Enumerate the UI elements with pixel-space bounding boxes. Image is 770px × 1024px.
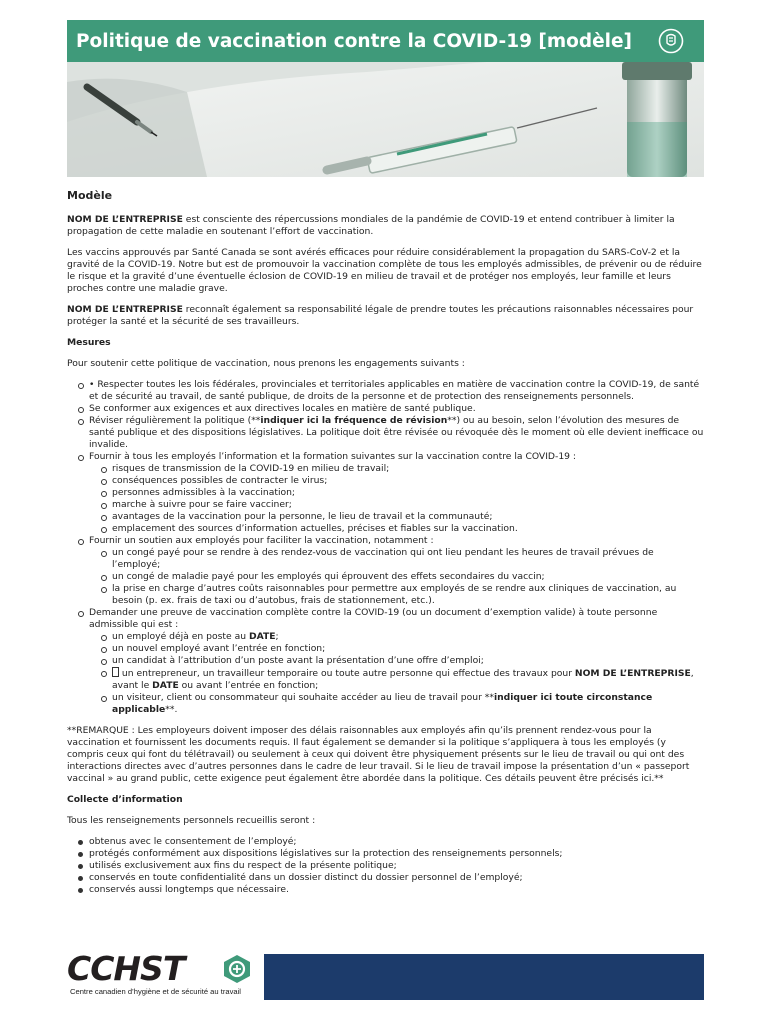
list-item-text: Demander une preuve de vaccination complète contre la COVID-19 (ou un document d’exemption valide) à toute personne admissible qui est : (89, 607, 658, 630)
list-item-text: Fournir à tous les employés l’information et la formation suivantes sur la vaccination contre la COVID-19 : (89, 451, 577, 462)
page-title: Politique de vaccination contre la COVID-19 [modèle] (76, 30, 632, 52)
list-item: obtenus avec le consentement de l’employé; (89, 836, 704, 848)
revision-frequency-placeholder: indiquer ici la fréquence de révision (260, 415, 448, 426)
list-item (89, 607, 704, 716)
responsibility-paragraph (67, 304, 704, 328)
list-item (112, 692, 704, 716)
list-item: un candidat à l’attribution d’un poste avant la présentation d’une offre d’emploi; (112, 655, 704, 667)
list-item: un congé de maladie payé pour les employés qui éprouvent des effets secondaires du vaccin; (112, 571, 704, 583)
list-item: risques de transmission de la COVID-19 en milieu de travail; (112, 463, 704, 475)
list-item: la prise en charge d’autres coûts raisonnables pour permettre aux employés de se rendre aux cliniques de vaccination, au besoin (p. ex. frais de taxi ou d’autobus, frais de stationnement, etc.). (112, 583, 704, 607)
list-item-text: , avant le (112, 668, 694, 691)
intro-paragraph (67, 214, 704, 238)
date-placeholder: DATE (152, 680, 179, 691)
company-placeholder: NOM DE L’ENTREPRISE (574, 668, 691, 679)
list-item: conservés en toute confidentialité dans un dossier distinct du dossier personnel de l’employé; (89, 872, 704, 884)
list-item-text: Réviser régulièrement la politique (** (89, 415, 261, 426)
list-item-text: ou avant l’entrée en fonction; (178, 680, 319, 691)
list-item (89, 415, 704, 451)
cchst-emblem-icon (658, 28, 684, 54)
vaccine-vial-icon (622, 62, 692, 177)
remark-paragraph: **REMARQUE : Les employeurs doivent imposer des délais raisonnables aux employés afin qu’ils prennent rendez-vous pour la vaccination et fournissent les documents requis. Il faut également se demander si la politique s’appliquera à tous les employés (y compris ceux qui font du télétravail) ou seulement à ceux qui doivent être physiquement présents sur le lieu de travail ou qui ont des interactions directes avec d’autres personnes dans le cadre de leur travail. Si le lieu de travail impose la présentation d’un « passeport vaccinal » au grand public, cette exigence peut également être abordée dans la politique. Ces détails peuvent être précisés ici.** (67, 725, 690, 784)
hero-image (67, 62, 704, 177)
list-item-text: **) ou au besoin, selon l’évolution des mesures de santé publique et des dispositions législatives. La politique doit être révisée ou révoquée dès le moment où elle devient inefficace ou invalide. (89, 415, 704, 450)
list-item: personnes admissibles à la vaccination; (112, 487, 704, 499)
document-body (67, 190, 704, 896)
circumstance-placeholder: indiquer ici toute circonstance applicable (112, 692, 653, 715)
list-item: avantages de la vaccination pour la personne, le lieu de travail et la communauté; (112, 511, 704, 523)
company-placeholder: NOM DE L’ENTREPRISE (67, 304, 183, 315)
list-item-text: **. (165, 704, 178, 715)
logo-caption: Centre canadien d’hygiène et de sécurité au travail (70, 987, 241, 996)
list-item: Se conformer aux exigences et aux directives locales en matière de santé publique. (89, 403, 704, 415)
collect-list (67, 836, 704, 896)
hero-illustration (67, 62, 704, 177)
list-item: un nouvel employé avant l’entrée en fonction; (112, 643, 704, 655)
list-item-text: Fournir un soutien aux employés pour faciliter la vaccination, notamment : (89, 535, 434, 546)
training-list (89, 463, 704, 535)
vaccine-paragraph: Les vaccins approuvés par Santé Canada se sont avérés efficaces pour réduire considérablement la propagation du SARS-CoV-2 et la gravité de la COVID-19. Notre but est de promouvoir la vaccination complète de tous les employés admissibles, de prévenir ou de réduire le risque et la gravité d’une éventuelle éclosion de COVID-19 en milieu de travail et de protéger nos employés, leur famille et leurs proches contre une maladie grave. (67, 247, 702, 294)
list-item: conséquences possibles de contracter le virus; (112, 475, 704, 487)
proof-list (89, 631, 704, 716)
list-item (112, 631, 704, 643)
cchst-logo (67, 951, 257, 1003)
list-item-text: un employé déjà en poste au (112, 631, 249, 642)
list-item: un congé payé pour se rendre à des rendez-vous de vaccination qui ont lieu pendant les heures de travail prévues de l’employé; (112, 547, 704, 571)
collect-intro: Tous les renseignements personnels recueillis seront : (67, 815, 316, 826)
list-item-text: ; (275, 631, 279, 642)
title-banner (67, 20, 704, 62)
measures-intro: Pour soutenir cette politique de vaccination, nous prenons les engagements suivants : (67, 358, 465, 369)
intro-text: est consciente des répercussions mondiales de la pandémie de COVID-19 et entend contribuer à limiter la propagation de cette maladie en soutenant l’effort de vaccination. (67, 214, 675, 237)
list-item (89, 535, 704, 607)
list-item (112, 667, 704, 692)
list-item: protégés conformément aux dispositions législatives sur la protection des renseignements personnels; (89, 848, 704, 860)
responsibility-text: reconnaît également sa responsabilité légale de prendre toutes les précautions raisonnables nécessaires pour protéger la santé et la sécurité de ses travailleurs. (67, 304, 694, 327)
measures-heading: Mesures (67, 337, 111, 348)
missing-glyph-icon (112, 667, 119, 677)
footer-bar (264, 954, 704, 1000)
cchst-badge-icon (221, 953, 253, 985)
company-placeholder: NOM DE L’ENTREPRISE (67, 214, 183, 225)
date-placeholder: DATE (248, 631, 276, 642)
collect-heading: Collecte d’information (67, 794, 183, 805)
list-item: conservés aussi longtemps que nécessaire. (89, 884, 704, 896)
list-item (89, 451, 704, 535)
model-heading: Modèle (67, 189, 113, 202)
list-item-text: un visiteur, client ou consommateur qui souhaite accéder au lieu de travail pour ** (112, 692, 494, 703)
list-item: • Respecter toutes les lois fédérales, provinciales et territoriales applicables en matière de vaccination contre la COVID-19, de santé et de sécurité au travail, de santé publique, de droits de la personne et de protection des renseignements personnels. (89, 379, 704, 403)
list-item: utilisés exclusivement aux fins du respect de la présente politique; (89, 860, 704, 872)
list-item: marche à suivre pour se faire vacciner; (112, 499, 704, 511)
list-item-text: un entrepreneur, un travailleur temporaire ou toute autre personne qui effectue des travaux pour (119, 668, 575, 679)
support-list (89, 547, 704, 607)
logo-wordmark: CCHST (67, 949, 185, 988)
list-item: emplacement des sources d’information actuelles, précises et fiables sur la vaccination. (112, 523, 704, 535)
measures-list (67, 379, 704, 716)
